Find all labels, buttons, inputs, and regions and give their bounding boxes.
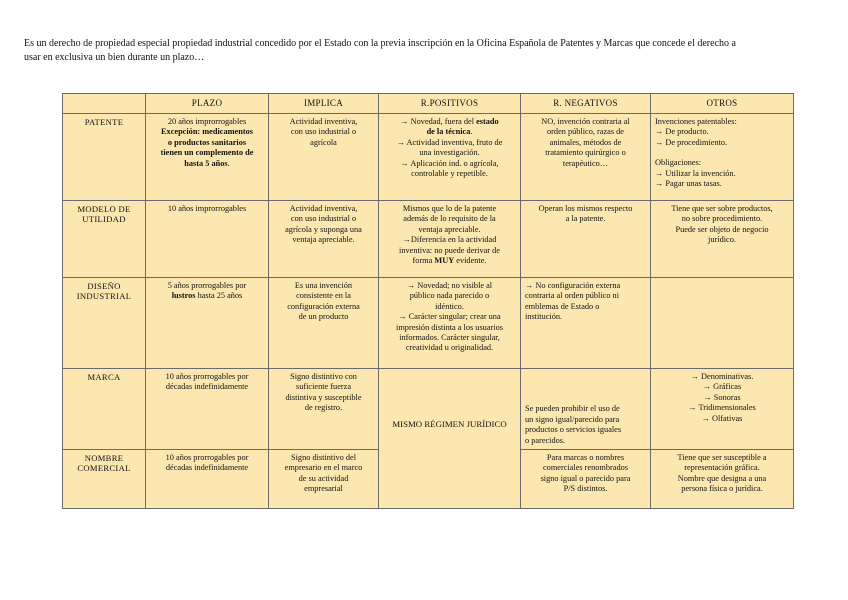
cell-marca-otros: → Denominativas. → Gráficas → Sonoras → Tridimensionales → Olfativas — [651, 369, 794, 450]
intro-paragraph — [24, 37, 824, 65]
comparison-table — [62, 93, 794, 509]
cell-patente-positivos: → Novedad, fuera del estado de la técnica. → Actividad inventiva, fruto de una investigación. → Aplicación ind. o agrícola, controlable y repetible. — [379, 114, 521, 201]
intro-line-2: usar en exclusiva un bien durante un plazo… — [24, 52, 205, 63]
cell-nombre-negativos: Para marcas o nombres comerciales renombrados signo igual o parecido para P/S distintos. — [521, 450, 651, 509]
header-r-negativos: R. NEGATIVOS — [521, 94, 651, 114]
cell-marca-plazo: 10 años prorrogables por décadas indefinidamente — [146, 369, 269, 450]
intro-line-1: Es un derecho de propiedad especial propiedad industrial concedido por el Estado con la previa inscripción en la Oficina Española de Patentes y Marcas que concede el derecho a — [24, 38, 736, 49]
cell-patente-otros: Invenciones patentables: → De producto. → De procedimiento. Obligaciones: → Utilizar la invención. → Pagar unas tasas. — [651, 114, 794, 201]
cell-patente-negativos: NO, invención contraria al orden público, razas de animales, métodos de tratamiento quirúrgico o terapéutico… — [521, 114, 651, 201]
cell-diseno-otros — [651, 278, 794, 369]
cell-marca-negativos: Se pueden prohibir el uso de un signo igual/parecido para productos o servicios iguales o parecidos. — [521, 369, 651, 450]
cell-diseno-implica: Es una invención consistente en la configuración externa de un producto — [269, 278, 379, 369]
cell-patente-implica: Actividad inventiva, con uso industrial o agrícola — [269, 114, 379, 201]
row-label-patente: PATENTE — [63, 114, 146, 201]
cell-patente-plazo: 20 años improrrogables Excepción: medicamentos o productos sanitarios tienen un complemento de hasta 5 años. — [146, 114, 269, 201]
row-label-modelo-utilidad: MODELO DE UTILIDAD — [63, 201, 146, 278]
row-label-marca: MARCA — [63, 369, 146, 450]
cell-marca-implica: Signo distintivo con suficiente fuerza distintiva y susceptible de registro. — [269, 369, 379, 450]
cell-diseno-plazo: 5 años prorrogables por lustros hasta 25 años — [146, 278, 269, 369]
cell-marca-nombre-positivos-merged: MISMO RÉGIMEN JURÍDICO — [379, 369, 521, 509]
cell-modelo-plazo: 10 años improrrogables — [146, 201, 269, 278]
table-row-patente — [63, 114, 794, 201]
header-row — [63, 94, 794, 114]
row-label-diseno-industrial: DISEÑO INDUSTRIAL — [63, 278, 146, 369]
header-r-positivos: R.POSITIVOS — [379, 94, 521, 114]
header-plazo: PLAZO — [146, 94, 269, 114]
cell-nombre-implica: Signo distintivo del empresario en el marco de su actividad empresarial — [269, 450, 379, 509]
table-row-marca — [63, 369, 794, 450]
cell-modelo-negativos: Operan los mismos respecto a la patente. — [521, 201, 651, 278]
table-row-modelo-utilidad — [63, 201, 794, 278]
cell-modelo-otros: Tiene que ser sobre productos, no sobre procedimiento. Puede ser objeto de negocio jurídico. — [651, 201, 794, 278]
row-label-nombre-comercial: NOMBRE COMERCIAL — [63, 450, 146, 509]
table-row-diseno-industrial — [63, 278, 794, 369]
header-otros: OTROS — [651, 94, 794, 114]
cell-diseno-positivos: → Novedad; no visible al público nada parecido o idéntico. → Carácter singular; crear una impresión distinta a los usuarios informados. Carácter singular, creatividad u originalidad. — [379, 278, 521, 369]
header-implica: IMPLICA — [269, 94, 379, 114]
cell-diseno-negativos: → No configuración externa contraria al orden público ni emblemas de Estado o institución. — [521, 278, 651, 369]
cell-modelo-positivos: Mismos que lo de la patente además de lo requisito de la ventaja apreciable. →Diferencia en la actividad inventiva: no puede derivar de forma MUY evidente. — [379, 201, 521, 278]
header-empty — [63, 94, 146, 114]
cell-modelo-implica: Actividad inventiva, con uso industrial o agrícola y suponga una ventaja apreciable. — [269, 201, 379, 278]
cell-nombre-otros: Tiene que ser susceptible a representación gráfica. Nombre que designa a una persona física o jurídica. — [651, 450, 794, 509]
cell-nombre-plazo: 10 años prorrogables por décadas indefinidamente — [146, 450, 269, 509]
